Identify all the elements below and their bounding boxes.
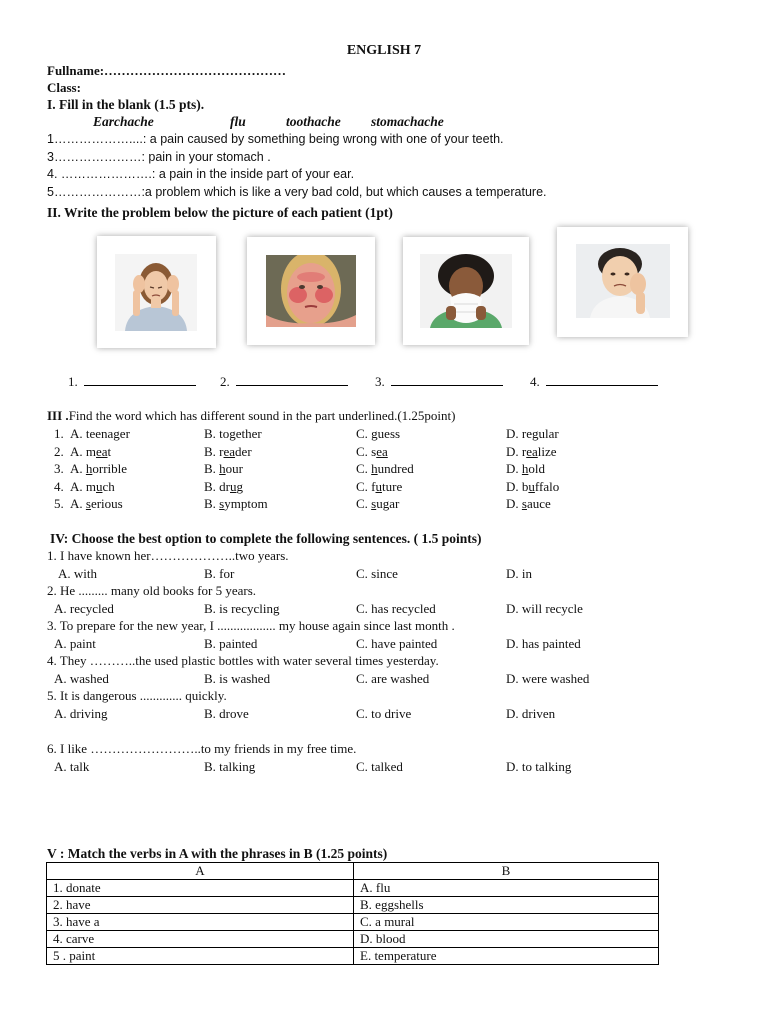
answer-option[interactable]	[204, 460, 243, 477]
option-text: ture	[382, 478, 403, 494]
question-text: 2. He ......... many old books for 5 years.	[47, 583, 257, 598]
answer-option[interactable]	[70, 460, 127, 477]
answer-option[interactable]: B. drove	[204, 706, 249, 721]
option-text: C. s	[356, 443, 377, 459]
option-text: B.	[204, 496, 220, 512]
answer-option[interactable]: C. talked	[356, 759, 403, 774]
question-number: 1.	[54, 426, 64, 441]
picture-answer-4[interactable]	[530, 373, 658, 390]
table-header-row	[47, 863, 659, 880]
answer-option[interactable]: B. is washed	[204, 671, 271, 686]
question-number: 3.	[54, 461, 64, 477]
table-row	[47, 948, 659, 965]
option-text: our	[225, 461, 244, 477]
woman-fever-photo	[247, 237, 375, 345]
answer-option[interactable]: A. washed	[54, 671, 109, 686]
answer-blank[interactable]	[236, 373, 348, 386]
answer-option[interactable]: C. has recycled	[356, 601, 436, 616]
option-text: orrible	[92, 461, 128, 477]
question-text: 5. It is dangerous ............. quickly.	[47, 688, 227, 703]
underlined-letters: ea	[376, 443, 388, 459]
option-text: ch	[102, 478, 115, 494]
word-bank-item: stomachache	[371, 114, 444, 129]
option-text: t	[107, 443, 112, 459]
word-bank-item: toothache	[286, 114, 341, 129]
underlined-letters: ea	[223, 443, 236, 459]
option-text: D. r	[506, 443, 527, 459]
underlined-letters: ea	[526, 443, 538, 459]
section2-heading: II. Write the problem below the picture of each patient (1pt)	[47, 205, 393, 220]
answer-option[interactable]	[70, 495, 123, 512]
option-text: B. together	[204, 426, 262, 441]
fill-item: 3…………………: pain in your stomach .	[47, 150, 271, 164]
option-text: C. guess	[356, 426, 401, 441]
answer-option[interactable]: C. have painted	[356, 636, 438, 651]
column-a-header: A	[47, 863, 354, 880]
option-text: D. regular	[506, 426, 559, 441]
verb-cell: 5 . paint	[47, 948, 354, 965]
answer-option[interactable]: B. talking	[204, 759, 256, 774]
word-bank-item: flu	[230, 114, 246, 129]
option-text: C. f	[356, 478, 376, 494]
table-row	[47, 897, 659, 914]
underlined-letters: s	[521, 496, 527, 512]
question-number: 2.	[54, 443, 64, 459]
answer-option[interactable]: A. driving	[54, 706, 108, 721]
answer-option[interactable]: B. painted	[204, 636, 258, 651]
answer-option[interactable]: D. has painted	[506, 636, 581, 651]
verb-cell: 1. donate	[47, 880, 354, 897]
phrase-cell: C. a mural	[354, 914, 659, 931]
table-row	[47, 880, 659, 897]
option-text: undred	[377, 461, 414, 477]
answer-blank[interactable]	[391, 373, 503, 386]
underlined-letters: ea	[96, 443, 108, 459]
underlined-letters: h	[371, 461, 378, 477]
phrase-cell: D. blood	[354, 931, 659, 948]
verb-cell: 4. carve	[47, 931, 354, 948]
answer-option[interactable]: D. were washed	[506, 671, 590, 686]
question-number: 4.	[54, 478, 64, 494]
worksheet-title: ENGLISH 7	[346, 43, 422, 58]
option-text: C.	[356, 461, 372, 477]
answer-option[interactable]: C. are washed	[356, 671, 430, 686]
underlined-letters: u	[96, 478, 103, 494]
fill-item: 1………………....: a pain caused by something being wrong with one of your teeth.	[47, 132, 504, 146]
table-row	[47, 931, 659, 948]
answer-number: 3.	[375, 374, 385, 389]
option-text: B. r	[204, 443, 224, 459]
option-text: D. b	[506, 478, 529, 494]
underlined-letters: s	[219, 496, 225, 512]
answer-option[interactable]	[70, 443, 111, 460]
picture-answer-2[interactable]	[220, 373, 348, 390]
answer-option[interactable]	[356, 443, 388, 460]
answer-option[interactable]: C. to drive	[356, 706, 412, 721]
question-number: 5.	[54, 496, 64, 512]
answer-option[interactable]: A. talk	[54, 759, 90, 774]
fill-item: 5…………………:a problem which is like a very bad cold, but which causes a temperature.	[47, 185, 547, 199]
answer-option[interactable]: A. with	[58, 566, 97, 581]
question-text: 6. I like ……………………..to my friends in my free time.	[47, 741, 357, 756]
picture-answer-1[interactable]	[68, 373, 196, 390]
question-text: 3. To prepare for the new year, I .................. my house again since last month .	[47, 618, 455, 633]
underlined-letters: s	[85, 496, 91, 512]
underlined-letters: s	[371, 496, 377, 512]
section3-heading-number: III .	[47, 408, 69, 423]
underlined-letters: u	[375, 478, 382, 494]
answer-option[interactable]: D. will recycle	[506, 601, 583, 616]
answer-option[interactable]	[506, 495, 551, 512]
option-text: D.	[506, 461, 522, 477]
word-bank-item: Earchache	[93, 114, 154, 129]
option-text: A. m	[70, 443, 96, 459]
underlined-letters: u	[230, 478, 237, 494]
picture-answer-3[interactable]	[375, 373, 503, 390]
option-text: B. dr	[204, 478, 230, 494]
option-text: ffalo	[534, 478, 560, 494]
option-text: ugar	[376, 496, 400, 512]
option-text: erious	[90, 496, 123, 512]
fill-item: 4. ………………….: a pain in the inside part of your ear.	[47, 167, 355, 181]
section1-heading: I. Fill in the blank (1.5 pts).	[47, 97, 205, 112]
section5-heading: V : Match the verbs in A with the phrases in B (1.25 points)	[47, 846, 388, 861]
answer-blank[interactable]	[546, 373, 658, 386]
column-b-header: B	[354, 863, 659, 880]
verb-cell: 3. have a	[47, 914, 354, 931]
woman-headache-photo	[97, 236, 216, 348]
answer-option[interactable]	[204, 478, 243, 495]
option-text: B.	[204, 461, 220, 477]
option-text: A.	[70, 496, 86, 512]
matching-table	[46, 862, 659, 965]
option-text: D.	[506, 496, 522, 512]
answer-option[interactable]: A. recycled	[54, 601, 114, 616]
answer-option[interactable]: B. is recycling	[204, 601, 280, 616]
answer-option[interactable]	[506, 460, 545, 477]
answer-option[interactable]: D. driven	[506, 706, 556, 721]
option-text: A. m	[70, 478, 96, 494]
answer-option[interactable]	[356, 478, 402, 495]
answer-number: 1.	[68, 374, 78, 389]
phrase-cell: A. flu	[354, 880, 659, 897]
answer-blank[interactable]	[84, 373, 196, 386]
answer-number: 2.	[220, 374, 230, 389]
answer-option[interactable]	[70, 425, 130, 442]
answer-option[interactable]	[506, 425, 559, 442]
fullname-label: Fullname:……………………………………	[47, 63, 287, 78]
answer-option[interactable]	[70, 478, 115, 495]
answer-option[interactable]: C. since	[356, 566, 398, 581]
answer-option[interactable]	[204, 443, 252, 460]
answer-option[interactable]	[506, 478, 559, 495]
option-text: ymptom	[224, 496, 268, 512]
answer-option[interactable]	[356, 425, 400, 442]
answer-option[interactable]: A. paint	[54, 636, 96, 651]
phrase-cell: B. eggshells	[354, 897, 659, 914]
section4-heading: IV: Choose the best option to complete the following sentences. ( 1.5 points)	[50, 531, 482, 546]
section3-heading	[47, 407, 455, 424]
answer-option[interactable]	[204, 495, 268, 512]
option-text: old	[528, 461, 546, 477]
phrase-cell: E. temperature	[354, 948, 659, 965]
verb-cell: 2. have	[47, 897, 354, 914]
section3-heading-text: Find the word which has different sound in the part underlined.(1.25point)	[68, 408, 456, 423]
answer-option[interactable]	[356, 460, 414, 477]
option-text: der	[235, 443, 252, 459]
underlined-letters: h	[219, 461, 226, 477]
question-text: 4. They ………..the used plastic bottles with water several times yesterday.	[47, 653, 439, 668]
table-row	[47, 914, 659, 931]
class-label: Class:	[47, 80, 81, 95]
option-text: lize	[537, 443, 557, 459]
option-text: g	[236, 478, 243, 494]
option-text: A. teenager	[70, 426, 130, 441]
answer-number: 4.	[530, 374, 540, 389]
woman-sneezing-photo	[403, 237, 529, 345]
answer-option[interactable]: D. in	[506, 566, 532, 581]
option-text: C.	[356, 496, 372, 512]
underlined-letters: u	[528, 478, 535, 494]
answer-option[interactable]	[356, 495, 399, 512]
question-text: 1. I have known her………………..two years.	[47, 548, 289, 563]
underlined-letters: h	[85, 461, 93, 477]
answer-option[interactable]: D. to talking	[506, 759, 572, 774]
answer-option[interactable]	[204, 425, 262, 442]
underlined-letters: h	[521, 461, 529, 477]
option-text: auce	[526, 496, 551, 512]
answer-option[interactable]: B. for	[204, 566, 235, 581]
boy-toothache-photo	[557, 227, 688, 337]
answer-option[interactable]	[506, 443, 557, 460]
option-text: A.	[70, 461, 86, 477]
